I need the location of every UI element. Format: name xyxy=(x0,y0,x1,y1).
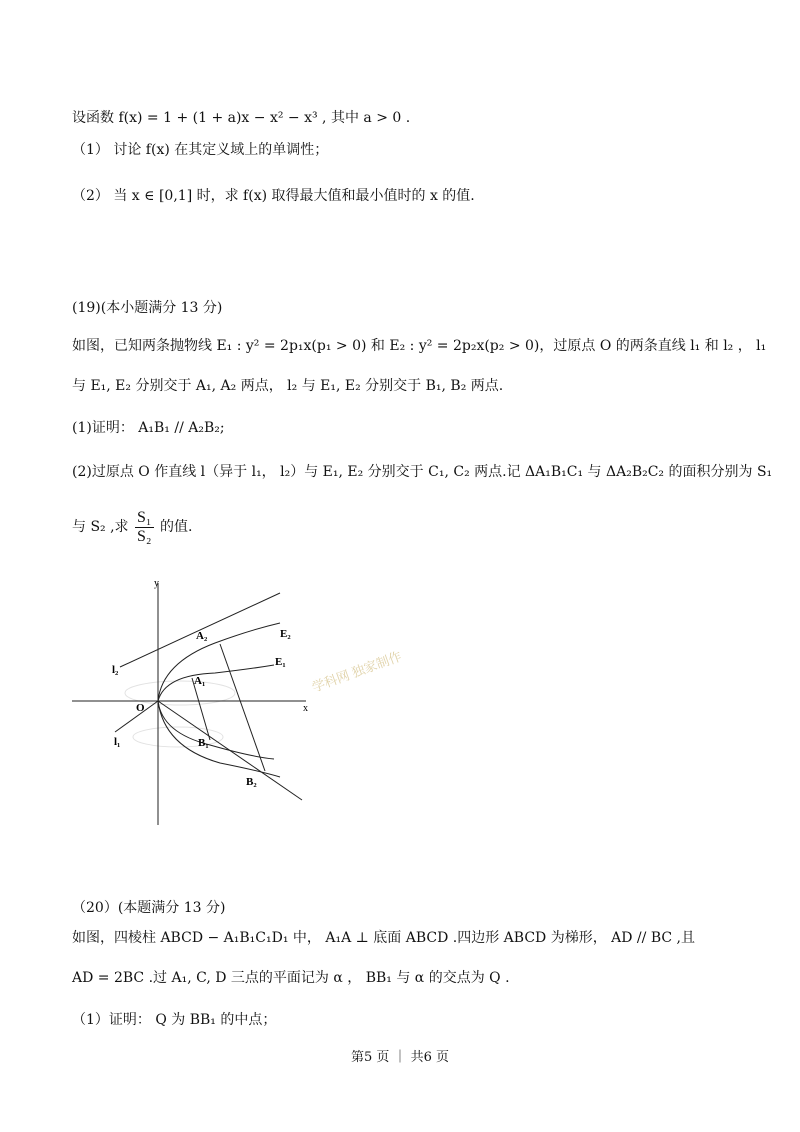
q19-header: (19)(本小题满分 13 分) xyxy=(72,300,223,316)
l1-label: l₁ xyxy=(114,736,121,748)
q19-part1: (1)证明： A₁B₁ // A₂B₂; xyxy=(72,420,225,436)
parabola-e2-lower xyxy=(158,701,280,777)
a1-label: A₁ xyxy=(194,675,206,687)
parabola-e2-upper xyxy=(158,623,280,701)
q18-part1: （1） 讨论 f(x) 在其定义域上的单调性； xyxy=(72,142,329,158)
q19-part2: (2)过原点 O 作直线 l（异于 l₁， l₂）与 E₁, E₂ 分别交于 C₁, C₂ 两点.记 ΔA₁B₁C₁ 与 ΔA₂B₂C₂ 的面积分别为 S₁ xyxy=(72,464,773,480)
watermark-text: 学科网 独家制作 xyxy=(309,648,404,695)
q19-line5-prefix: 与 S₂ ,求 xyxy=(72,519,129,535)
fraction-denominator: S₂ xyxy=(137,527,152,545)
page-footer: 第5 页 ｜ 共6 页 xyxy=(350,1050,450,1065)
a2-label: A₂ xyxy=(196,630,208,642)
b1-label: B₁ xyxy=(198,737,209,749)
q20-line1: 如图，四棱柱 ABCD − A₁B₁C₁D₁ 中， A₁A ⊥ 底面 ABCD .四边形 ABCD 为梯形， AD // BC ,且 xyxy=(72,930,695,946)
q19-line5 xyxy=(72,508,192,546)
origin-label: O xyxy=(136,702,145,714)
parabola-e1-lower xyxy=(158,701,274,759)
watermark-rings xyxy=(125,681,235,747)
s1-over-s2-fraction xyxy=(135,509,153,546)
q20-header: （20）(本题满分 13 分) xyxy=(72,900,226,916)
q20-line2: AD = 2BC .过 A₁, C, D 三点的平面记为 α ， BB₁ 与 α 的交点为 Q . xyxy=(72,970,510,986)
x-axis-label: x xyxy=(303,703,308,714)
segment-a2b2 xyxy=(220,644,265,771)
e2-label: E₂ xyxy=(280,628,291,640)
e1-label: E₁ xyxy=(275,656,286,668)
parabola-figure xyxy=(70,575,404,830)
q19-line2: 与 E₁, E₂ 分别交于 A₁, A₂ 两点， l₂ 与 E₁, E₂ 分别交于 B₁, B₂ 两点. xyxy=(72,378,504,394)
l2-label: l₂ xyxy=(112,664,119,676)
y-axis-label: y xyxy=(154,578,159,589)
b2-label: B₂ xyxy=(246,776,257,788)
q20-part1: （1）证明： Q 为 BB₁ 的中点； xyxy=(72,1012,277,1028)
q18-part2: （2） 当 x ∈ [0,1] 时，求 f(x) 取得最大值和最小值时的 x 的值. xyxy=(72,188,475,204)
q19-line1: 如图，已知两条抛物线 E₁ : y² = 2p₁x(p₁ > 0) 和 E₂ : y² = 2p₂x(p₂ > 0)，过原点 O 的两条直线 l₁ 和 l₂ ， l₁ xyxy=(72,338,767,354)
fraction-numerator: S₁ xyxy=(137,508,152,526)
q19-line5-suffix: 的值. xyxy=(159,519,193,535)
q18-intro: 设函数 f(x) = 1 + (1 + a)x − x² − x³ , 其中 a > 0 . xyxy=(72,110,411,126)
parabola-e1-upper xyxy=(158,665,274,701)
